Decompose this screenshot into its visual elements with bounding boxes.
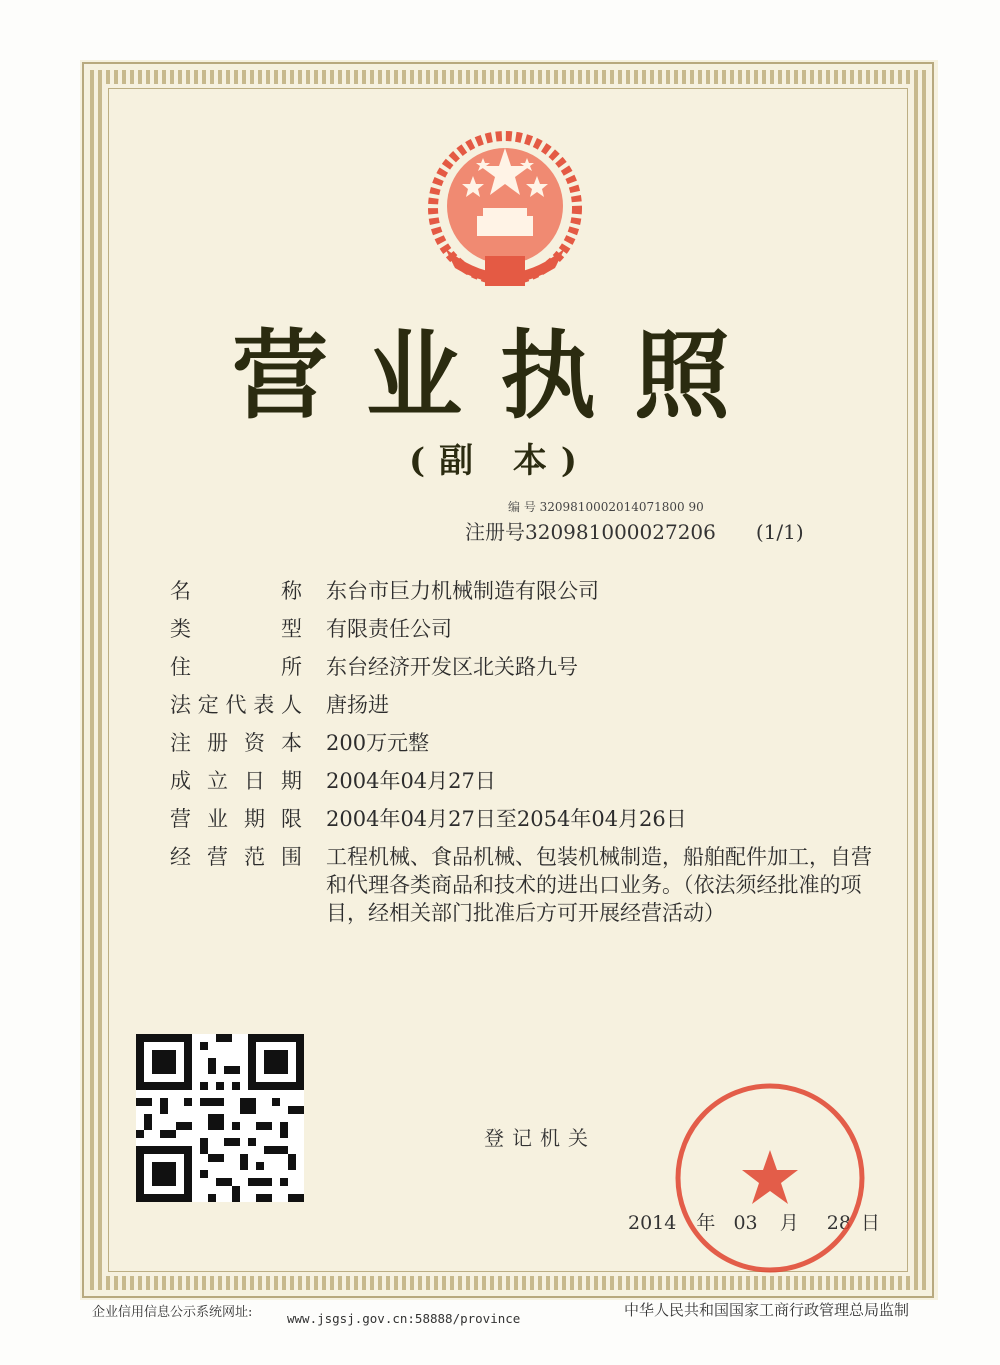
field-row-term <box>170 800 910 838</box>
field-label: 营 业 期 限 <box>170 807 302 831</box>
registration-number: 320981000027206 <box>525 520 716 544</box>
field-label: 住 所 <box>170 655 302 679</box>
registration-authority: 登记机关 <box>484 1126 596 1150</box>
field-value-capital: 200万元整 <box>326 731 430 755</box>
footer-url: www.jsgsj.gov.cn:58888/province <box>287 1311 521 1326</box>
page-title: 营业执照 <box>232 319 768 432</box>
field-value-established: 2004年04月27日 <box>326 769 496 793</box>
field-label: 名 称 <box>170 579 302 603</box>
field-value-name: 东台市巨力机械制造有限公司 <box>326 579 599 603</box>
official-seal-icon <box>670 1078 870 1278</box>
footer-site-label: 企业信用信息公示系统网址: <box>92 1305 253 1320</box>
field-value-scope: 工程机械、食品机械、包装机械制造，船舶配件加工，自营和代理各类商品和技术的进出口业务。（依法须经批准的项目，经相关部门批准后方可开展经营活动） <box>326 845 872 925</box>
license-fields <box>170 572 910 927</box>
field-value-legal-rep: 唐扬进 <box>326 693 389 717</box>
field-value-type: 有限责任公司 <box>326 617 452 641</box>
registration-line <box>465 516 804 545</box>
month-unit: 月 <box>779 1212 799 1234</box>
field-label: 注 册 资 本 <box>170 731 302 755</box>
registration-label: 注册号 <box>465 520 525 544</box>
field-row-name <box>170 572 910 610</box>
copy-subtitle: (副 本) <box>408 441 591 481</box>
field-value-term: 2004年04月27日至2054年04月26日 <box>326 807 687 831</box>
issue-year: 2014 <box>628 1212 677 1234</box>
field-label: 法 定 代 表 人 <box>170 693 302 717</box>
field-label: 类 型 <box>170 617 302 641</box>
day-unit: 日 <box>861 1212 881 1234</box>
field-row-capital <box>170 724 910 762</box>
field-row-address <box>170 648 910 686</box>
page-indicator: (1/1) <box>755 520 804 544</box>
field-row-scope <box>170 838 910 927</box>
footer-supervisor: 中华人民共和国国家工商行政管理总局监制 <box>624 1301 910 1319</box>
issue-month: 03 <box>733 1212 758 1234</box>
serial-number: 编 号 3209810002014071800 90 <box>508 500 704 514</box>
field-row-established <box>170 762 910 800</box>
field-value-address: 东台经济开发区北关路九号 <box>326 655 578 679</box>
field-row-legal-rep <box>170 686 910 724</box>
qr-code-icon <box>136 1034 304 1202</box>
national-emblem-icon <box>425 128 585 298</box>
field-label: 成 立 日 期 <box>170 769 302 793</box>
field-row-type <box>170 610 910 648</box>
issue-day: 28 <box>826 1212 851 1234</box>
year-unit: 年 <box>696 1212 716 1234</box>
field-label: 经 营 范 围 <box>170 845 302 869</box>
